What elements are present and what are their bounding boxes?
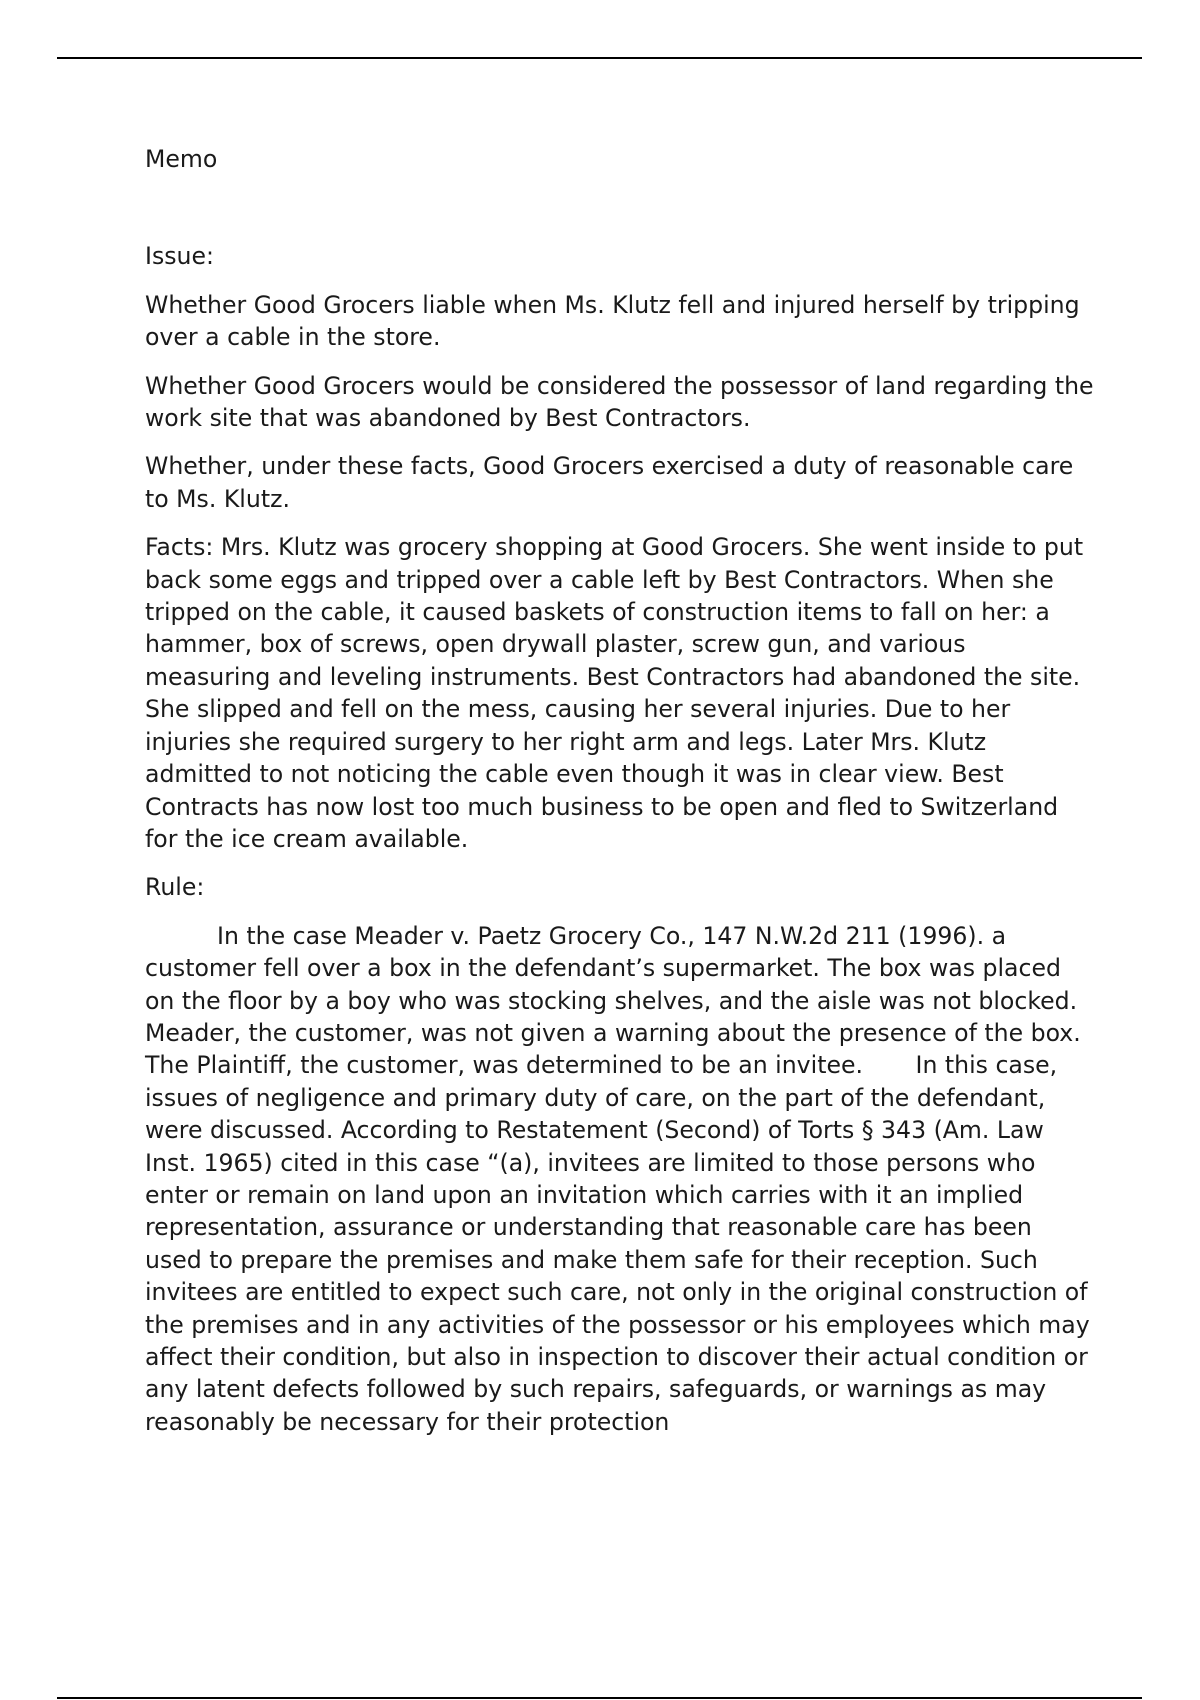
rule-heading: Rule: bbox=[145, 873, 205, 902]
issue-paragraph: Whether, under these facts, Good Grocers exercised a duty of reasonable care to Ms. Klutz. bbox=[145, 452, 1074, 513]
title-spacer bbox=[145, 175, 1095, 240]
facts-paragraph: Facts: Mrs. Klutz was grocery shopping at Good Grocers. She went inside to put back some eggs and tripped over a cable left by Best Contractors. When she tripped on the cable, it caused baskets of construction items to fall on her: a hammer, box of screws, open drywall plaster, screw gun, and various measuring and leveling instruments. Best Contractors had abandoned the site. She slipped and fell on the mess, causing her several injuries. Due to her injuries she required surgery to her right arm and legs. Later Mrs. Klutz admitted to not noticing the cable even though it was in clear view. Best Contracts has now lost too much business to be open and fled to Switzerland for the ice cream available. bbox=[145, 533, 1084, 853]
footer-rule bbox=[57, 1697, 1142, 1699]
rule-paragraph: In the case Meader v. Paetz Grocery Co., 147 N.W.2d 211 (1996). a customer fell over a box in the defendant’s supermarket. The box was placed on the floor by a boy who was stocking shelves, and the aisle was not blocked. Meader, the customer, was not given a warning about the presence of the box. The Plaintiff, the customer, was determined to be an invitee. In this case, issues of negligence and primary duty of care, on the part of the defendant, were discussed. According to Restatement (Second) of Torts § 343 (Am. Law Inst. 1965) cited in this case “(a), invitees are limited to those persons who enter or remain on land upon an invitation which carries with it an implied representation, assurance or understanding that reasonable care has been used to prepare the premises and make them safe for their reception. Such invitees are entitled to expect such care, not only in the original construction of the premises and in any activities of the possessor or his employees which may affect their condition, but also in inspection to discover their actual condition or any latent defects followed by such repairs, safeguards, or warnings as may reasonably be necessary for their protection bbox=[145, 921, 1098, 1436]
document-title: Memo bbox=[145, 145, 218, 173]
issue-paragraph: Whether Good Grocers would be considered the possessor of land regarding the work site that was abandoned by Best Contractors. bbox=[145, 371, 1094, 433]
header-rule bbox=[57, 57, 1142, 59]
document-body bbox=[145, 143, 1098, 1438]
issue-paragraph: Whether Good Grocers liable when Ms. Klutz fell and injured herself by tripping over a cable in the store. bbox=[145, 290, 1080, 352]
issue-heading: Issue: bbox=[145, 242, 214, 271]
